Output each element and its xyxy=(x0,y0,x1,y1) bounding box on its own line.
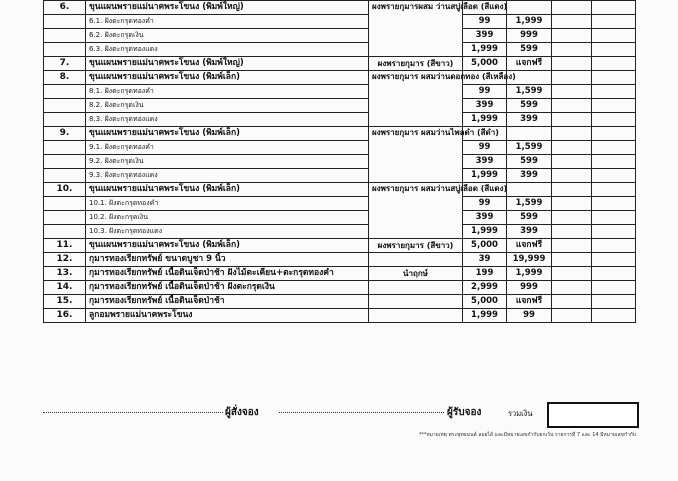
order-qty-input-cell[interactable] xyxy=(552,183,592,197)
quantity-cell: 399 xyxy=(463,155,507,169)
order-qty-input-cell[interactable] xyxy=(552,99,592,113)
material-description: ผงพรายกุมาร (สีขาว) xyxy=(369,57,463,71)
order-qty-input-cell[interactable] xyxy=(552,211,592,225)
order-amount-input-cell[interactable] xyxy=(592,99,636,113)
sub-item-name: 9.1. ฝังตะกรุดทองคำ xyxy=(86,141,369,155)
sub-item-name: 6.1. ฝังตะกรุดทองคำ xyxy=(86,15,369,29)
item-name: ขุนแผนพรายแม่นาคพระโขนง (พิมพ์เล็ก) xyxy=(86,127,369,141)
order-amount-input-cell[interactable] xyxy=(592,127,636,141)
item-number: 13. xyxy=(44,267,86,281)
order-qty-input-cell[interactable] xyxy=(552,267,592,281)
item-name: กุมารทองเรียกทรัพย์ เนื้อดินเจ็ดป่าช้า ฝังไม้ตะเคียน+ตะกรุดทองคำ xyxy=(86,267,369,281)
item-number: 9. xyxy=(44,127,86,141)
item-number xyxy=(44,141,86,155)
orderer-dotted-line xyxy=(43,412,223,413)
material-description xyxy=(369,281,463,295)
item-number: 8. xyxy=(44,71,86,85)
material-description xyxy=(369,253,463,267)
item-number xyxy=(44,197,86,211)
sub-item-name: 6.2. ฝังตะกรุดเงิน xyxy=(86,29,369,43)
table-row xyxy=(44,155,636,169)
order-qty-input-cell[interactable] xyxy=(552,15,592,29)
price-cell xyxy=(507,127,552,141)
material-description: ผงพรายกุมาร ผสมว่านดอกทอง (สีเหลือง) xyxy=(369,71,463,127)
price-cell: 399 xyxy=(507,169,552,183)
price-cell: 399 xyxy=(507,113,552,127)
price-cell: 1,999 xyxy=(507,15,552,29)
quantity-cell: 399 xyxy=(463,211,507,225)
item-number xyxy=(44,43,86,57)
footnote: ***หมายเหตุ พระพุทธมนต์ ลอยได้ และมีหมายเลขกำกับยกเว้น รายการที่ 7 และ 14 มีหมายเลขกำกับ xyxy=(418,432,636,438)
table-row xyxy=(44,225,636,239)
order-amount-input-cell[interactable] xyxy=(592,239,636,253)
quantity-cell: 399 xyxy=(463,29,507,43)
item-name: ขุนแผนพรายแม่นาคพระโขนง (พิมพ์เล็ก) xyxy=(86,239,369,253)
order-qty-input-cell[interactable] xyxy=(552,1,592,15)
price-cell: 599 xyxy=(507,211,552,225)
order-amount-input-cell[interactable] xyxy=(592,309,636,323)
item-name: กุมารทองเรียกทรัพย์ ขนาดบูชา 9 นิ้ว xyxy=(86,253,369,267)
item-name: ลูกอมพรายแม่นาคพระโขนง xyxy=(86,309,369,323)
item-number: 14. xyxy=(44,281,86,295)
item-number: 10. xyxy=(44,183,86,197)
order-amount-input-cell[interactable] xyxy=(592,71,636,85)
table-row xyxy=(44,99,636,113)
order-rows xyxy=(44,1,636,323)
order-qty-input-cell[interactable] xyxy=(552,295,592,309)
table-row xyxy=(44,295,636,309)
table-row xyxy=(44,57,636,71)
table-row xyxy=(44,29,636,43)
quantity-cell: 99 xyxy=(463,141,507,155)
item-number: 6. xyxy=(44,1,86,15)
sub-item-name: 10.3. ฝังตะกรุดทองแดง xyxy=(86,225,369,239)
order-amount-input-cell[interactable] xyxy=(592,85,636,99)
order-qty-input-cell[interactable] xyxy=(552,169,592,183)
table-row xyxy=(44,113,636,127)
quantity-cell: 1,999 xyxy=(463,43,507,57)
price-cell: 1,599 xyxy=(507,197,552,211)
order-amount-input-cell[interactable] xyxy=(592,183,636,197)
item-name: กุมารทองเรียกทรัพย์ เนื้อดินเจ็ดป่าช้า xyxy=(86,295,369,309)
receiver-dotted-line xyxy=(279,412,444,413)
item-name: ขุนแผนพรายแม่นาคพระโขนง (พิมพ์เล็ก) xyxy=(86,183,369,197)
quantity-cell: 5,000 xyxy=(463,239,507,253)
quantity-cell: 199 xyxy=(463,267,507,281)
quantity-cell: 1,999 xyxy=(463,113,507,127)
item-name: ขุนแผนพรายแม่นาคพระโขนง (พิมพ์ใหญ่) xyxy=(86,1,369,15)
orderer-label: ผู้สั่งจอง xyxy=(225,407,259,418)
item-name: กุมารทองเรียกทรัพย์ เนื้อดินเจ็ดป่าช้า ฝังตะกรุดเงิน xyxy=(86,281,369,295)
sub-item-name: 8.3. ฝังตะกรุดทองแดง xyxy=(86,113,369,127)
order-qty-input-cell[interactable] xyxy=(552,127,592,141)
quantity-cell: 5,000 xyxy=(463,295,507,309)
quantity-cell: 99 xyxy=(463,15,507,29)
table-row xyxy=(44,1,636,15)
table-row xyxy=(44,183,636,197)
material-description: ผงพรายกุมาร ผสมว่านสบู่เลือด (สีแดง) xyxy=(369,183,463,239)
quantity-cell: 399 xyxy=(463,99,507,113)
price-cell: 999 xyxy=(507,281,552,295)
order-qty-input-cell[interactable] xyxy=(552,155,592,169)
item-number xyxy=(44,99,86,113)
sub-item-name: 10.2. ฝังตะกรุดเงิน xyxy=(86,211,369,225)
order-table xyxy=(43,0,636,323)
total-amount-box[interactable] xyxy=(547,402,639,428)
price-cell: แจกฟรี xyxy=(507,295,552,309)
material-description xyxy=(369,295,463,309)
material-description xyxy=(369,309,463,323)
order-qty-input-cell[interactable] xyxy=(552,309,592,323)
order-amount-input-cell[interactable] xyxy=(592,141,636,155)
order-qty-input-cell[interactable] xyxy=(552,43,592,57)
item-number: 7. xyxy=(44,57,86,71)
table-row xyxy=(44,253,636,267)
table-row xyxy=(44,267,636,281)
price-cell: 599 xyxy=(507,99,552,113)
price-cell: 399 xyxy=(507,225,552,239)
table-row xyxy=(44,211,636,225)
order-qty-input-cell[interactable] xyxy=(552,85,592,99)
item-number xyxy=(44,225,86,239)
receiver-label: ผู้รับจอง xyxy=(447,407,482,418)
table-row xyxy=(44,127,636,141)
item-number: 12. xyxy=(44,253,86,267)
price-cell: แจกฟรี xyxy=(507,57,552,71)
quantity-cell: 1,999 xyxy=(463,169,507,183)
table-row xyxy=(44,43,636,57)
price-cell: 1,999 xyxy=(507,267,552,281)
quantity-cell: 5,000 xyxy=(463,57,507,71)
item-number xyxy=(44,29,86,43)
order-amount-input-cell[interactable] xyxy=(592,197,636,211)
sub-item-name: 6.3. ฝังตะกรุดทองแดง xyxy=(86,43,369,57)
material-description: ผงพรายกุมาร (สีขาว) xyxy=(369,239,463,253)
item-number: 11. xyxy=(44,239,86,253)
order-amount-input-cell[interactable] xyxy=(592,43,636,57)
sub-item-name: 9.3. ฝังตะกรุดทองแดง xyxy=(86,169,369,183)
table-row xyxy=(44,15,636,29)
price-cell: 999 xyxy=(507,29,552,43)
order-amount-input-cell[interactable] xyxy=(592,267,636,281)
material-description: ผงพรายกุมารผสม ว่านสบู่เลือด (สีแดง) xyxy=(369,1,463,57)
sub-item-name: 8.1. ฝังตะกรุดทองคำ xyxy=(86,85,369,99)
order-amount-input-cell[interactable] xyxy=(592,211,636,225)
item-number xyxy=(44,15,86,29)
table-row xyxy=(44,85,636,99)
order-qty-input-cell[interactable] xyxy=(552,281,592,295)
item-name: ขุนแผนพรายแม่นาคพระโขนง (พิมพ์ใหญ่) xyxy=(86,57,369,71)
order-qty-input-cell[interactable] xyxy=(552,57,592,71)
item-number xyxy=(44,169,86,183)
order-amount-input-cell[interactable] xyxy=(592,155,636,169)
sub-item-name: 10.1. ฝังตะกรุดทองคำ xyxy=(86,197,369,211)
material-description: นำฤกษ์ xyxy=(369,267,463,281)
price-cell: 1,599 xyxy=(507,85,552,99)
item-number xyxy=(44,113,86,127)
order-qty-input-cell[interactable] xyxy=(552,141,592,155)
order-amount-input-cell[interactable] xyxy=(592,295,636,309)
price-cell xyxy=(507,183,552,197)
table-row xyxy=(44,71,636,85)
price-cell xyxy=(507,1,552,15)
order-amount-input-cell[interactable] xyxy=(592,281,636,295)
price-cell: แจกฟรี xyxy=(507,239,552,253)
quantity-cell: 1,999 xyxy=(463,309,507,323)
item-number xyxy=(44,211,86,225)
quantity-cell: 99 xyxy=(463,85,507,99)
order-amount-input-cell[interactable] xyxy=(592,29,636,43)
price-cell: 599 xyxy=(507,43,552,57)
price-cell: 599 xyxy=(507,155,552,169)
order-qty-input-cell[interactable] xyxy=(552,29,592,43)
order-qty-input-cell[interactable] xyxy=(552,113,592,127)
table-row xyxy=(44,169,636,183)
quantity-cell: 2,999 xyxy=(463,281,507,295)
item-name: ขุนแผนพรายแม่นาคพระโขนง (พิมพ์เล็ก) xyxy=(86,71,369,85)
order-amount-input-cell[interactable] xyxy=(592,225,636,239)
order-amount-input-cell[interactable] xyxy=(592,113,636,127)
signature-footer xyxy=(43,404,635,430)
order-qty-input-cell[interactable] xyxy=(552,239,592,253)
item-number: 16. xyxy=(44,309,86,323)
table-row xyxy=(44,197,636,211)
quantity-cell: 1,999 xyxy=(463,225,507,239)
sub-item-name: 9.2. ฝังตะกรุดเงิน xyxy=(86,155,369,169)
item-number xyxy=(44,85,86,99)
order-amount-input-cell[interactable] xyxy=(592,15,636,29)
order-qty-input-cell[interactable] xyxy=(552,71,592,85)
price-cell: 99 xyxy=(507,309,552,323)
order-amount-input-cell[interactable] xyxy=(592,253,636,267)
order-qty-input-cell[interactable] xyxy=(552,197,592,211)
order-qty-input-cell[interactable] xyxy=(552,225,592,239)
order-amount-input-cell[interactable] xyxy=(592,57,636,71)
sub-item-name: 8.2. ฝังตะกรุดเงิน xyxy=(86,99,369,113)
order-amount-input-cell[interactable] xyxy=(592,169,636,183)
order-amount-input-cell[interactable] xyxy=(592,1,636,15)
quantity-cell: 39 xyxy=(463,253,507,267)
quantity-cell: 99 xyxy=(463,197,507,211)
table-row xyxy=(44,239,636,253)
item-number: 15. xyxy=(44,295,86,309)
material-description: ผงพรายกุมาร ผสมว่านไพลดำ (สีดำ) xyxy=(369,127,463,183)
table-row xyxy=(44,309,636,323)
total-label: รวมเงิน xyxy=(508,409,533,418)
price-cell: 1,599 xyxy=(507,141,552,155)
table-row xyxy=(44,281,636,295)
item-number xyxy=(44,155,86,169)
price-cell: 19,999 xyxy=(507,253,552,267)
order-qty-input-cell[interactable] xyxy=(552,253,592,267)
table-row xyxy=(44,141,636,155)
